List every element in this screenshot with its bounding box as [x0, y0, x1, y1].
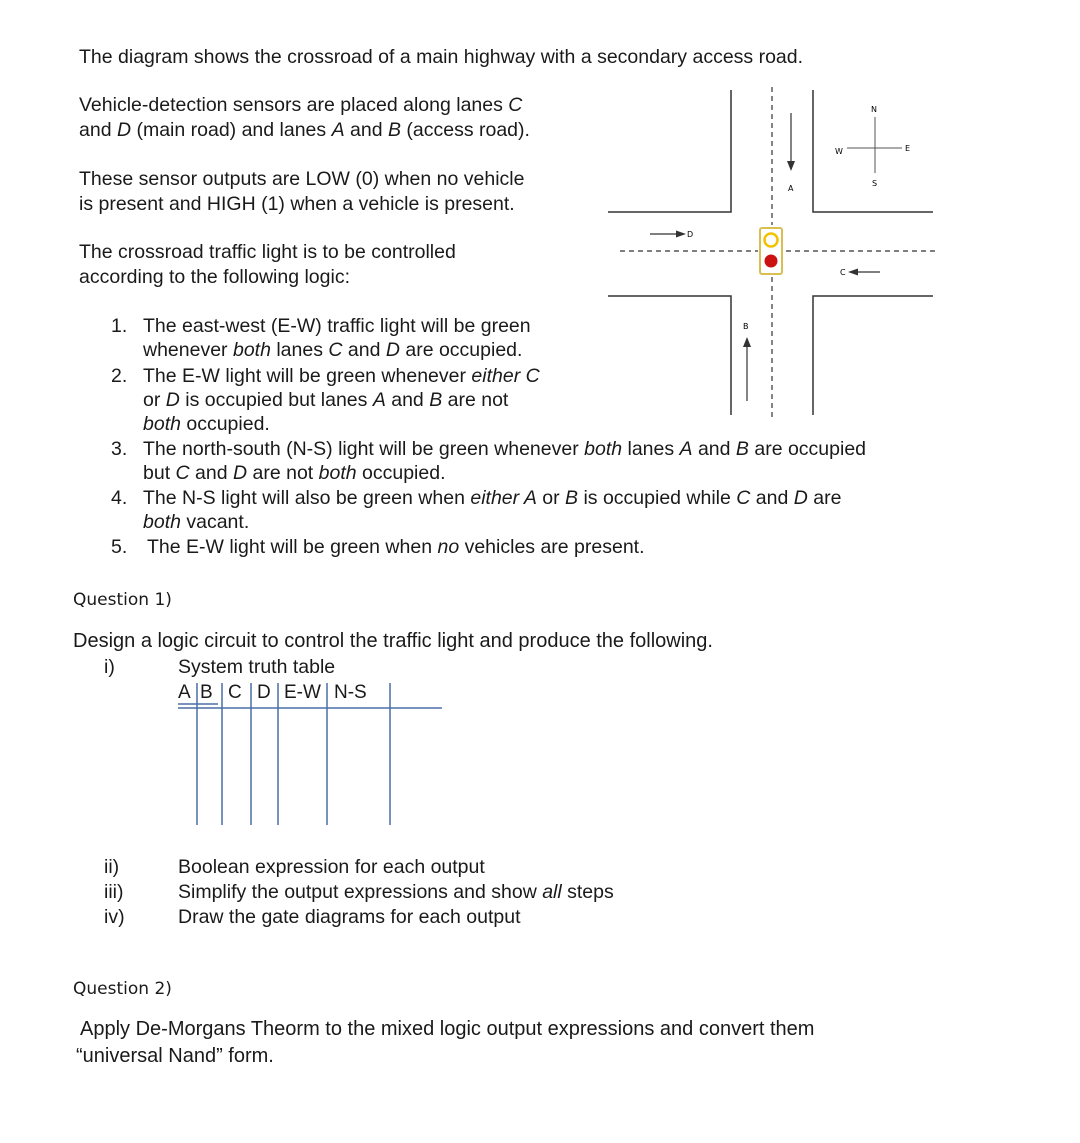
compass-rose [847, 117, 902, 173]
item-text: Draw the gate diagrams for each output [178, 906, 521, 928]
sensors-paragraph [79, 93, 530, 143]
sensors-line-2: and D (main road) and lanes A and B (access road). [79, 119, 530, 141]
question-1-item-ii [104, 855, 485, 880]
lane-a-arrow [787, 113, 795, 171]
outputs-paragraph [79, 167, 524, 217]
road-edge-nw [608, 90, 731, 212]
rule-1: 1. The east-west (E-W) traffic light will be green whenever both lanes C and D are occupied. [111, 315, 531, 361]
rule-3: 3. The north-south (N-S) light will be green whenever both lanes A and B are occupied but C and D are not both occupied. [111, 438, 867, 484]
rule-number: 3. [111, 438, 128, 460]
truth-table-header-ns: N-S [334, 682, 367, 703]
question-1-item-iv [104, 905, 521, 930]
rule-4: 4. The N-S light will also be green when either A or B is occupied while C and D are both vacant. [111, 487, 842, 533]
question-2-text [76, 1016, 815, 1070]
compass-east-label: E [905, 144, 911, 153]
question-1-prompt: Design a logic circuit to control the traffic light and produce the following. [73, 630, 713, 652]
truth-table-header-ew: E-W [284, 682, 321, 703]
control-line-1: The crossroad traffic light is to be controlled [79, 241, 456, 263]
question-2-line-1: Apply De-Morgans Theorm to the mixed logic output expressions and convert them [80, 1018, 815, 1040]
traffic-light-amber [765, 234, 778, 247]
rule-number: 2. [111, 365, 128, 387]
crossroad-diagram [600, 85, 945, 425]
item-number: ii) [104, 856, 120, 878]
lane-d-arrow [650, 231, 686, 238]
lane-b-label: B [743, 322, 749, 331]
lane-c-arrow [848, 269, 880, 276]
rule-5: 5. The E-W light will be green when no vehicles are present. [111, 536, 645, 558]
rule-number: 1. [111, 315, 128, 337]
outputs-line-2: is present and HIGH (1) when a vehicle is present. [79, 193, 515, 215]
lane-b-arrow [743, 337, 751, 401]
compass-west-label: W [835, 147, 843, 156]
rule-number: 4. [111, 487, 128, 509]
question-1-item-i [104, 655, 335, 680]
rule-2: 2. The E-W light will be green whenever either C or D is occupied but lanes A and B are not both occupied. [111, 365, 540, 435]
road-edge-se [813, 296, 933, 415]
truth-table-header-b: B [200, 682, 213, 703]
truth-table [178, 679, 444, 827]
control-paragraph [79, 240, 456, 290]
compass-south-label: S [872, 179, 878, 188]
outputs-line-1: These sensor outputs are LOW (0) when no vehicle [79, 168, 525, 190]
rule-number: 5. [111, 536, 128, 558]
truth-table-header-c: C [228, 682, 242, 703]
compass-north-label: N [871, 105, 877, 114]
lane-d-label: D [687, 230, 694, 239]
item-text: System truth table [178, 656, 336, 678]
question-2-label: Question 2) [73, 979, 172, 999]
item-number: iv) [104, 906, 125, 928]
question-2-line-2: “universal Nand” form. [76, 1045, 274, 1067]
question-1-label: Question 1) [73, 590, 172, 610]
truth-table-header-d: D [257, 682, 271, 703]
item-number: iii) [104, 881, 124, 903]
item-text: Boolean expression for each output [178, 856, 485, 878]
lane-c-label: C [840, 268, 846, 277]
sensors-line-1: Vehicle-detection sensors are placed along lanes C [79, 94, 523, 116]
traffic-light-red [765, 255, 778, 268]
truth-table-header-a: A [178, 682, 191, 703]
control-line-2: according to the following logic: [79, 266, 350, 288]
intro-heading: The diagram shows the crossroad of a main highway with a secondary access road. [79, 46, 804, 68]
road-edge-sw [608, 296, 731, 415]
lane-a-label: A [788, 184, 794, 193]
question-1-item-iii: iii) Simplify the output expressions and show all steps [104, 881, 614, 903]
item-number: i) [104, 656, 115, 678]
